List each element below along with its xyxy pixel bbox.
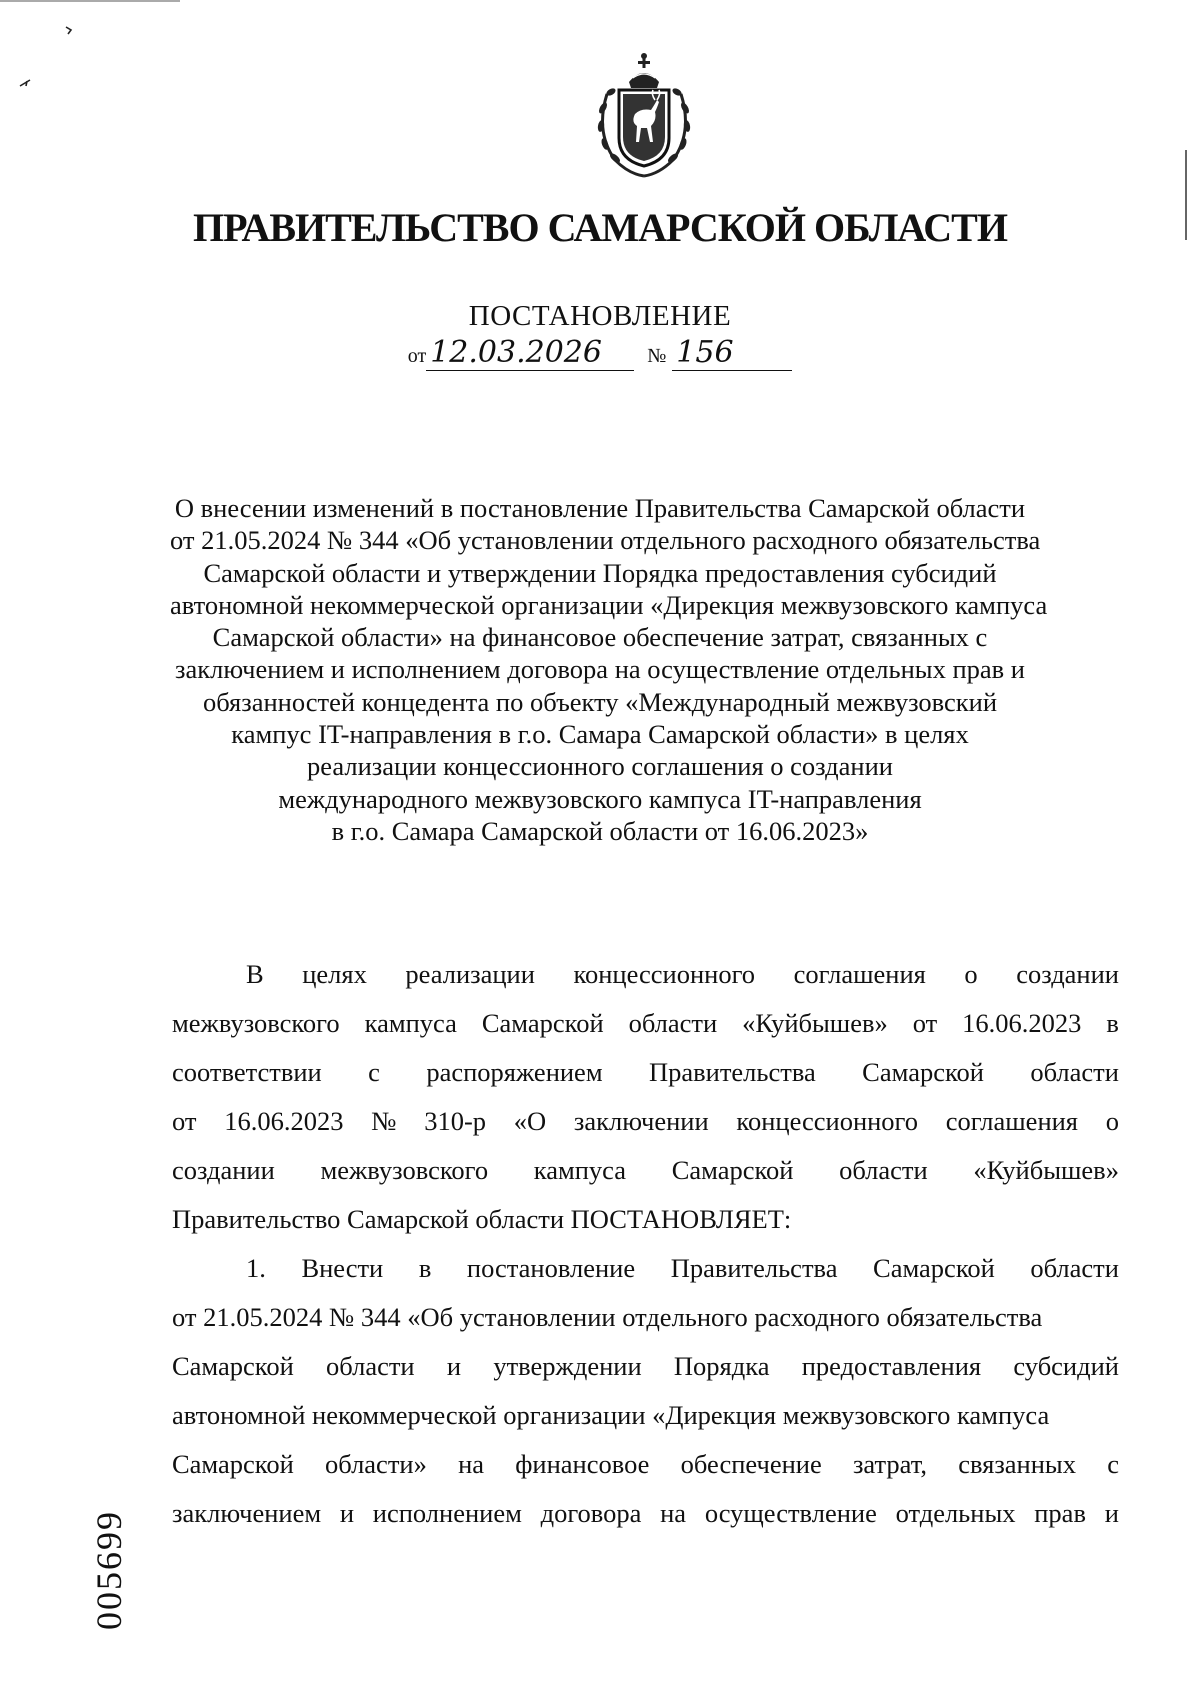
body-word: Правительства <box>670 1253 838 1283</box>
subject-line: от 21.05.2024 № 344 «Об установлении отдельного расходного обязательства <box>170 525 1041 556</box>
body-word: кампуса <box>364 1008 457 1038</box>
body-word: области <box>326 1351 415 1381</box>
date-prefix: от <box>407 345 427 367</box>
body-line <box>172 950 1119 999</box>
subject-line: международного межвузовского кампуса IT-направления <box>278 783 922 814</box>
scan-edge <box>0 0 180 4</box>
body-word: Самарской <box>172 1351 294 1381</box>
body-word: прав <box>1034 1498 1086 1528</box>
body-line <box>172 999 1119 1048</box>
body-word: целях <box>302 959 367 989</box>
body-line: Правительство Самарской области ПОСТАНОВЛЯЕТ: <box>172 1204 792 1234</box>
body-word: области <box>1030 1057 1119 1087</box>
body-word: создании <box>172 1155 275 1185</box>
body-word: от 21.05.2024 № 344 «Об установлении отдельного расходного обязательства <box>172 1302 1043 1332</box>
body-word: постановление <box>466 1253 636 1283</box>
body-word: В <box>246 959 264 989</box>
body-word: № <box>371 1106 397 1136</box>
body-word: области <box>628 1008 718 1038</box>
scan-speck <box>18 76 34 90</box>
document-body <box>172 950 1119 1538</box>
body-word: области» <box>325 1449 427 1479</box>
body-word: заключении <box>573 1106 709 1136</box>
body-word: утверждении <box>493 1351 642 1381</box>
body-word: в <box>1106 1008 1119 1038</box>
date-value: 12.03.2026 <box>426 336 634 371</box>
body-line <box>172 1342 1119 1391</box>
subject-line: обязанностей концедента по объекту «Международный межвузовский <box>202 686 998 717</box>
body-word: межвузовского <box>172 1008 340 1038</box>
number-value: 156 <box>672 336 792 371</box>
number-sign: № <box>647 345 667 367</box>
body-word: Самарской <box>481 1008 604 1038</box>
body-word: Правительства <box>649 1057 816 1087</box>
subject-line: в г.о. Самара Самарской области от 16.06.2023» <box>331 815 869 846</box>
body-word: 1. <box>246 1253 266 1283</box>
body-word: Самарской <box>671 1155 794 1185</box>
subject-line: О внесении изменений в постановление Правительства Самарской области <box>174 493 1026 523</box>
body-word: с <box>1107 1449 1119 1479</box>
body-word: соглашения <box>945 1106 1078 1136</box>
subject-line: автономной некоммерческой организации «Дирекция межвузовского кампуса <box>170 589 1048 620</box>
body-line <box>172 1244 1119 1293</box>
body-word: в <box>418 1253 432 1283</box>
margin-registration-number: 005699 <box>89 1510 129 1630</box>
body-word: Самарской <box>862 1057 984 1087</box>
body-word: затрат, <box>852 1449 927 1479</box>
scan-speck <box>62 24 76 38</box>
body-word: соглашения <box>793 959 926 989</box>
samara-coat-of-arms-icon <box>585 42 703 180</box>
body-line <box>172 1440 1119 1489</box>
subject-line: Самарской области и утверждении Порядка предоставления субсидий <box>203 557 997 588</box>
body-word: 16.06.2023 <box>962 1008 1082 1038</box>
body-word: с <box>368 1057 380 1087</box>
body-word: о <box>964 959 978 989</box>
body-word: отдельных <box>895 1498 1016 1528</box>
body-word: автономной некоммерческой организации «Дирекция межвузовского кампуса <box>172 1400 1050 1430</box>
body-word: концессионного <box>573 959 756 989</box>
body-word: финансовое <box>515 1449 650 1479</box>
subject-line: Самарской области» на финансовое обеспечение затрат, связанных с <box>212 622 988 653</box>
body-word: распоряжением <box>426 1057 603 1087</box>
body-word: 310-р <box>424 1106 487 1136</box>
body-word: реализации <box>405 959 535 989</box>
body-word: от <box>912 1008 938 1038</box>
date-number-line <box>150 336 1050 371</box>
body-word: и <box>339 1498 355 1528</box>
body-word: области <box>839 1155 928 1185</box>
body-word: Внести <box>301 1253 384 1283</box>
body-word: 16.06.2023 <box>224 1106 344 1136</box>
subject-line: кампус IT-направления в г.о. Самара Самарской области» в целях <box>231 719 969 750</box>
body-word: «Куйбышев» <box>742 1008 888 1038</box>
body-word: Самарской <box>172 1449 294 1479</box>
body-word: обеспечение <box>680 1449 822 1479</box>
body-word: заключением <box>172 1498 322 1528</box>
body-line <box>172 1097 1119 1146</box>
body-word: межвузовского <box>320 1155 489 1185</box>
body-word: соответствии <box>172 1057 322 1087</box>
body-line <box>172 1146 1119 1195</box>
subject-line: заключением и исполнением договора на осуществление отдельных прав и <box>175 654 1025 685</box>
body-word: субсидий <box>1013 1351 1119 1381</box>
body-word: концессионного <box>736 1106 919 1136</box>
body-word: исполнением <box>372 1498 522 1528</box>
body-word: «Куйбышев» <box>973 1155 1119 1185</box>
body-word: от <box>172 1106 197 1136</box>
body-word: и <box>446 1351 462 1381</box>
body-word: связанных <box>958 1449 1076 1479</box>
government-title: ПРАВИТЕЛЬСТВО САМАРСКОЙ ОБЛАСТИ <box>193 205 1007 250</box>
body-word: осуществление <box>704 1498 877 1528</box>
body-word: кампуса <box>533 1155 627 1185</box>
body-word: Самарской <box>873 1253 995 1283</box>
body-word: договора <box>540 1498 642 1528</box>
body-line <box>172 1391 1119 1440</box>
body-word: создании <box>1016 959 1119 989</box>
document-type: ПОСТАНОВЛЕНИЕ <box>468 300 732 332</box>
body-word: на <box>660 1498 687 1528</box>
body-word: Порядка <box>673 1351 770 1381</box>
body-line <box>172 1489 1119 1538</box>
body-line <box>172 1293 1119 1342</box>
scan-line <box>1183 150 1189 240</box>
body-word: «О <box>513 1106 547 1136</box>
body-word: и <box>1104 1498 1119 1528</box>
subject-line: реализации концессионного соглашения о создании <box>307 751 893 782</box>
body-word: о <box>1105 1106 1119 1136</box>
body-word: на <box>458 1449 485 1479</box>
body-word: области <box>1030 1253 1119 1283</box>
document-subject <box>170 492 1048 847</box>
body-word: предоставления <box>801 1351 982 1381</box>
body-line <box>172 1048 1119 1097</box>
